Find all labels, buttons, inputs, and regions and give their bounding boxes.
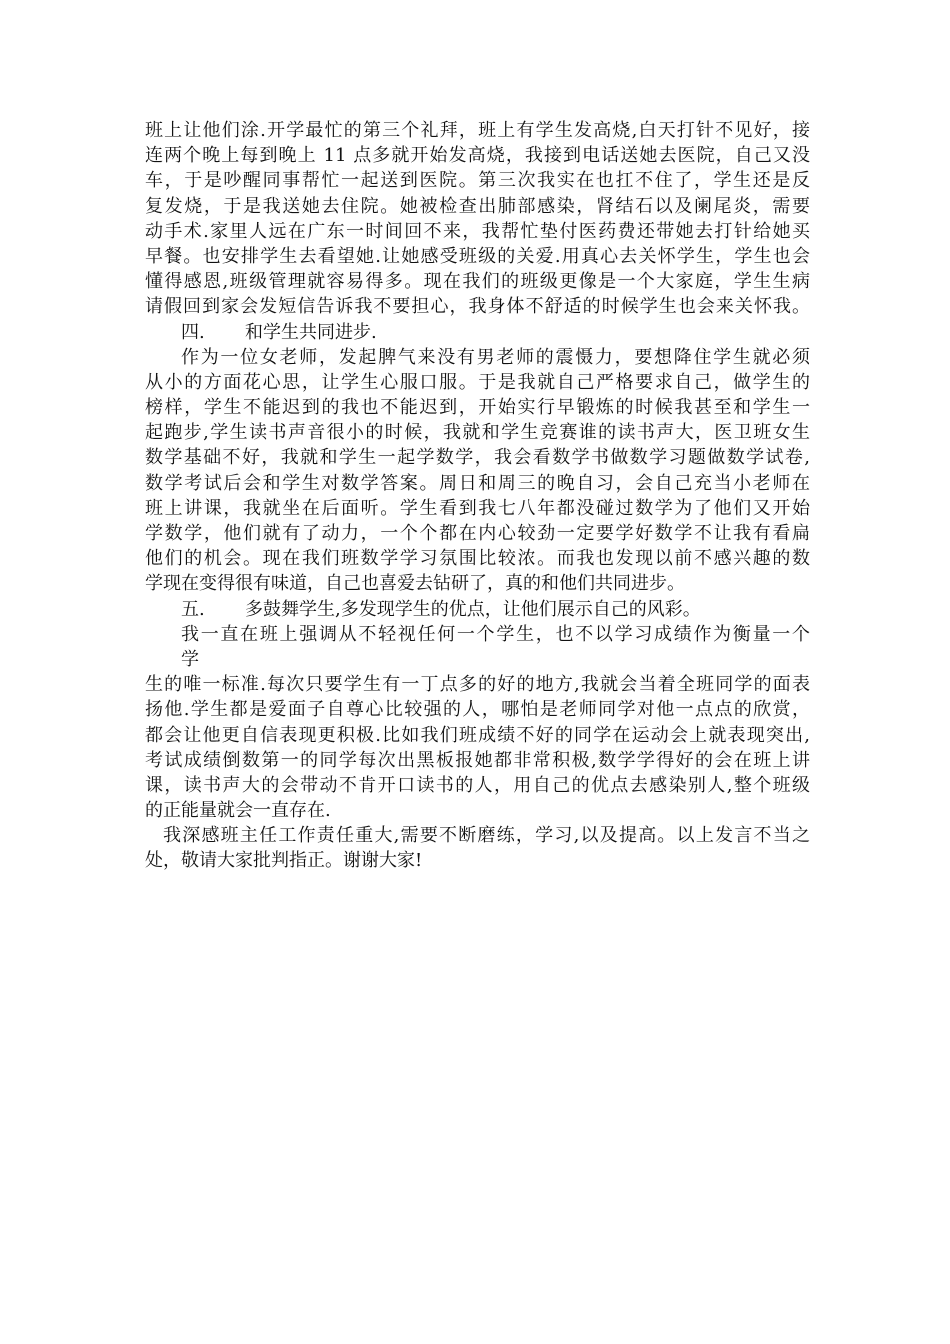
text-line: 复发烧，于是我送她去住院。她被检查出肺部感染，肾结石以及阑尾炎，需要 [145, 195, 810, 217]
text-line: 扬他.学生都是爱面子自尊心比较强的人，哪怕是老师同学对他一点点的欣赏， [145, 699, 810, 721]
text-line: 学数学，他们就有了动力，一个个都在内心较劲一定要学好数学不让我有看扁 [145, 523, 810, 544]
text-line: 请假回到家会发短信告诉我不要担心，我身体不舒适的时候学生也会来关怀我。 [145, 296, 810, 318]
text-line: 连两个晚上每到晚上 11 点多就开始发高烧，我接到电话送她去医院，自己又没 [145, 145, 810, 167]
paragraph-progress-together [145, 345, 810, 597]
document-page [145, 118, 810, 874]
text-line: 数学基础不好，我就和学生一起学数学，我会看数学书做数学习题做数学试卷, [145, 447, 810, 469]
text-line: 生的唯一标准.每次只要学生有一丁点多的好的地方,我就会当着全班同学的面表 [145, 674, 810, 696]
section-title: 多鼓舞学生,多发现学生的优点，让他们展示自己的风彩。 [245, 598, 701, 620]
text-line: 的正能量就会一直存在. [145, 800, 331, 822]
text-line: 作为一位女老师，发起脾气来没有男老师的震慑力，要想降住学生就必须 [181, 346, 810, 368]
paragraph-encourage-students [145, 622, 810, 824]
text-line: 动手术.家里人远在广东一时间回不来，我帮忙垫付医药费还带她去打针给她买 [145, 220, 810, 242]
text-line: 我深感班主任工作责任重大,需要不断磨练，学习,以及提高。以上发言不当之 [163, 825, 810, 847]
section-number: 五. [181, 598, 205, 620]
text-line: 懂得感恩,班级管理就容易得多。现在我们的班级更像是一个大家庭，学生生病 [145, 271, 810, 293]
section-heading-5 [145, 597, 810, 622]
section-number: 四. [181, 321, 205, 343]
text-line: 他们的机会。现在我们班数学学习氛围比较浓。而我也发现以前不感兴趣的数 [145, 548, 810, 570]
text-line: 处，敬请大家批判指正。谢谢大家! [145, 850, 423, 872]
text-line: 榜样，学生不能迟到的我也不能迟到，开始实行早锻炼的时候我甚至和学生一 [145, 397, 810, 419]
text-line: 早餐。也安排学生去看望她.让她感受班级的关爱.用真心去关怀学生，学生也会 [145, 245, 810, 267]
text-line: 数学考试后会和学生对数学答案。周日和周三的晚自习，会自己充当小老师在 [145, 472, 810, 494]
text-line: 从小的方面花心思，让学生心服口服。于是我就自己严格要求自己，做学生的 [145, 371, 810, 393]
text-line: 班上讲课，我就坐在后面听。学生看到我七八年都没碰过数学为了他们又开始 [145, 497, 810, 519]
text-line: 车，于是吵醒同事帮忙一起送到医院。第三次我实在也扛不住了，学生还是反 [145, 170, 810, 192]
text-line: 起跑步,学生读书声音很小的时候，我就和学生竞赛谁的读书声大，医卫班女生 [145, 422, 810, 444]
paragraph-closing [145, 823, 810, 873]
text-line: 我一直在班上强调从不轻视任何一个学生，也不以学习成绩作为衡量一个 [181, 623, 810, 645]
text-line: 学 [181, 648, 199, 670]
text-line: 班上让他们涂.开学最忙的第三个礼拜，班上有学生发高烧,白天打针不见好，接 [145, 120, 810, 141]
section-title: 和学生共同进步. [245, 321, 377, 343]
text-line: 课，读书声大的会带动不肯开口读书的人，用自己的优点去感染别人,整个班级 [145, 774, 810, 796]
paragraph-care-for-students [145, 118, 810, 320]
text-line: 都会让他更自信表现更积极.比如我们班成绩不好的同学在运动会上就表现突出, [145, 724, 810, 746]
text-line: 考试成绩倒数第一的同学每次出黑板报她都非常积极,数学学得好的会在班上讲 [145, 749, 810, 771]
text-line: 学现在变得很有味道，自己也喜爱去钻研了，真的和他们共同进步。 [145, 573, 685, 595]
section-heading-4 [145, 320, 810, 345]
